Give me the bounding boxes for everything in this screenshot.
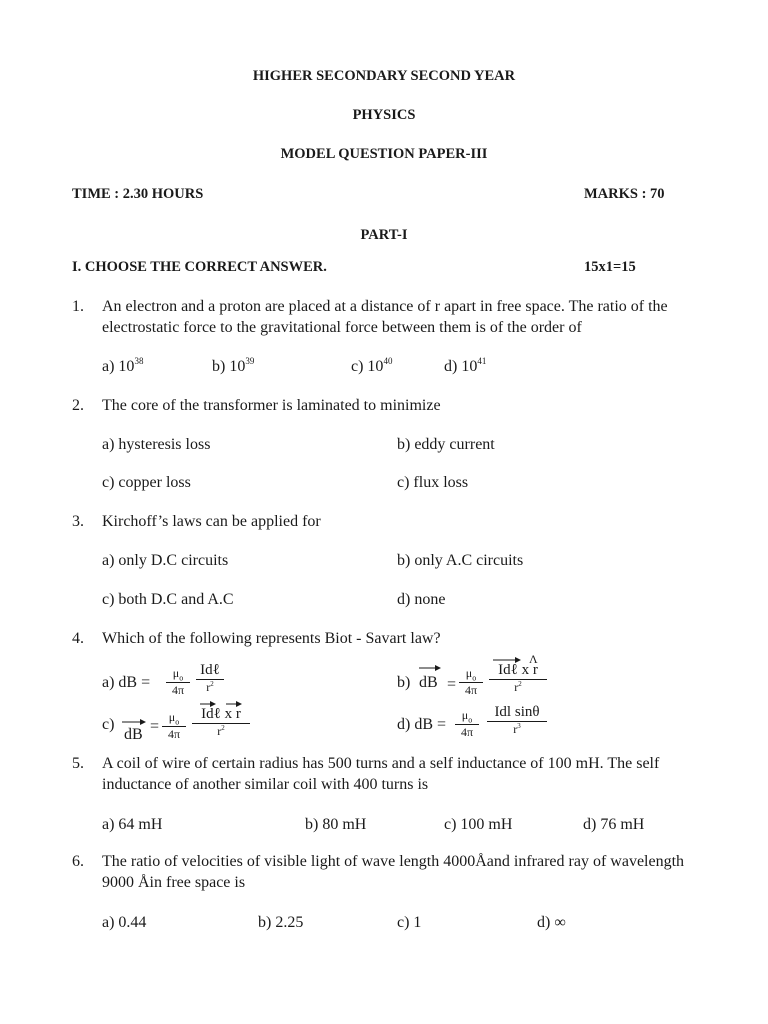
mu-fraction [459,666,483,698]
four-pi: 4π [460,725,474,740]
mu-subscript: o [175,717,180,727]
question-text: Kirchoff’s laws can be applied for [102,513,321,530]
denominator: r [206,680,211,694]
option-c: c) both D.C and A.C [102,591,234,608]
dB-symbol: dB [124,726,143,743]
option-b-formula [397,652,557,702]
question-text: The core of the transformer is laminated to minimize [102,397,441,414]
numerator: Idℓ x r [201,706,241,722]
four-pi: 4π [171,683,185,698]
mu-fraction [166,666,190,698]
marks-label: MARKS : 70 [584,186,665,202]
numerator: Idℓ x r [498,662,538,678]
option-a: a) hysteresis loss [102,436,211,453]
option-a: a) only D.C circuits [102,552,229,569]
option-c: c) copper loss [102,474,191,491]
question-number: 2. [72,397,84,414]
option-b: b) eddy current [397,436,495,453]
option-b-prefix: b) [397,674,411,691]
equals-sign: = [150,718,160,735]
numerator: Idl sinθ [494,704,540,720]
option-d: d) $10^{41}$ [444,356,487,375]
option-b: b) 2.25 [258,914,304,931]
mu-fraction [162,710,186,742]
mu-symbol: μ [168,710,176,724]
denominator: r [514,680,519,694]
option-a: a) 64 mH [102,816,163,833]
section-marks: 15x1=15 [584,259,636,275]
main-fraction [489,662,547,695]
option-b: b) $10^{39}$ [212,356,255,375]
exam-level-title: HIGHER SECONDARY SECOND YEAR [252,68,516,84]
vector-arrow-icon [419,664,441,672]
dB-symbol: dB [419,674,438,691]
four-pi: 4π [464,683,478,698]
question-number: 6. [72,853,84,870]
denominator-exponent: 3 [517,722,521,730]
part-heading: PART-I [360,227,408,243]
option-c: c) $10^{40}$ [351,356,393,375]
question-text: An electron and a proton are placed at a distance of r apart in free space. The ratio of the electrostatic force to the gravitational force between them is of the order of [102,298,668,336]
option-d-formula [397,704,557,744]
subject-title: PHYSICS [352,107,416,123]
four-pi: 4π [167,727,181,742]
question-number: 1. [72,298,84,315]
mu-subscript: o [468,715,473,725]
question-text: A coil of wire of certain radius has 500 turns and a self inductance of 100 mH. The self inductance of another similar coil with 400 turns is [102,755,660,793]
question-number: 3. [72,513,84,530]
section-heading: I. CHOOSE THE CORRECT ANSWER. [72,259,327,275]
option-a: a) 0.44 [102,914,147,931]
mu-symbol: μ [461,708,469,722]
equals-sign: = [447,676,457,693]
main-fraction [196,662,224,695]
option-a: a) $10^{38}$ [102,356,144,375]
option-c: c) 1 [397,914,422,931]
mu-subscript: o [472,673,477,683]
time-label: TIME : 2.30 HOURS [72,186,204,202]
unit-vector-hat: Λ [529,652,538,666]
main-fraction [487,704,547,737]
question-text: Which of the following represents Biot - Savart law? [102,630,441,647]
option-c-formula [102,700,262,746]
option-a-formula [102,662,232,702]
option-d: d) none [397,591,446,608]
paper-title: MODEL QUESTION PAPER-III [280,146,488,162]
option-d-prefix: d) dB = [397,716,447,733]
denominator-exponent: 2 [518,680,522,688]
main-fraction [192,706,250,739]
mu-fraction [455,708,479,740]
question-text: The ratio of velocities of visible light of wave length 4000Åand infrared ray of wavelength 9000 Åin free space is [102,853,685,891]
option-d: d) 76 mH [583,816,645,833]
denominator-exponent: 2 [210,680,214,688]
option-d: c) flux loss [397,474,469,491]
option-b: b) only A.C circuits [397,552,524,569]
option-a-prefix: a) dB = [102,674,151,691]
mu-symbol: μ [465,666,473,680]
option-c-prefix: c) [102,716,115,733]
option-c: c) 100 mH [444,816,513,833]
question-number: 4. [72,630,84,647]
question-number: 5. [72,755,84,772]
denominator-exponent: 2 [221,724,225,732]
mu-subscript: o [179,673,184,683]
option-d: d) ∞ [537,914,566,931]
denominator: r [513,722,518,736]
numerator: Idℓ [200,662,220,678]
option-b: b) 80 mH [305,816,367,833]
denominator: r [217,724,222,738]
mu-symbol: μ [172,666,180,680]
